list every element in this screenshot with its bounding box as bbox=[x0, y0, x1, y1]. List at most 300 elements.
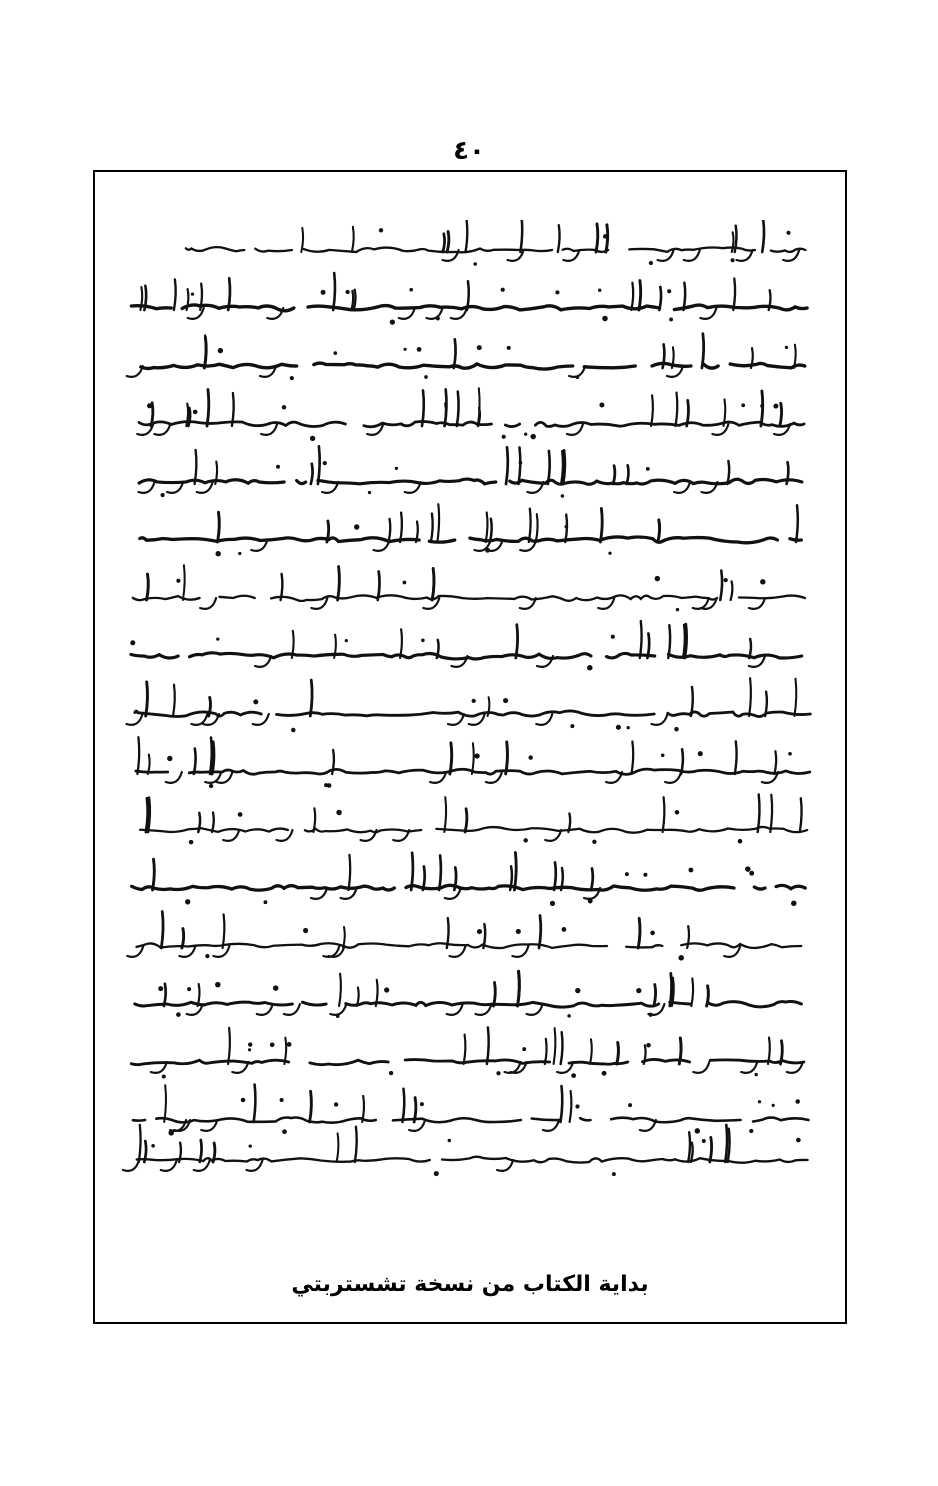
script-ascender bbox=[688, 1132, 690, 1162]
script-ascender bbox=[164, 1085, 166, 1122]
script-dot bbox=[760, 579, 765, 584]
script-ascender bbox=[638, 918, 640, 948]
script-dot bbox=[745, 866, 751, 872]
script-dot bbox=[555, 290, 559, 294]
script-dot bbox=[176, 579, 180, 583]
manuscript-frame bbox=[93, 170, 847, 1324]
script-dot bbox=[238, 812, 243, 817]
script-ascender bbox=[447, 918, 449, 948]
script-dot bbox=[473, 262, 477, 266]
script-dot bbox=[336, 810, 342, 816]
script-descender bbox=[123, 1160, 139, 1171]
script-dot bbox=[354, 524, 359, 529]
script-dot bbox=[760, 404, 763, 407]
script-ascender bbox=[514, 853, 516, 890]
script-ascender bbox=[731, 581, 733, 600]
script-dot bbox=[270, 1042, 275, 1047]
script-ascender bbox=[207, 390, 209, 426]
script-ascender bbox=[672, 347, 674, 368]
script-ascender bbox=[254, 1085, 256, 1123]
script-ascender bbox=[400, 513, 402, 542]
script-ascender bbox=[173, 685, 175, 716]
script-ascender bbox=[631, 283, 633, 310]
script-ascender bbox=[146, 682, 148, 716]
script-ascender bbox=[683, 283, 685, 310]
script-dot bbox=[749, 871, 754, 876]
script-ascender bbox=[182, 929, 184, 948]
script-dot bbox=[238, 552, 241, 555]
script-descender bbox=[741, 1062, 757, 1073]
script-descender bbox=[213, 946, 229, 957]
script-dot bbox=[731, 258, 735, 262]
script-dot bbox=[567, 1014, 571, 1018]
script-descender bbox=[684, 250, 700, 261]
script-dot bbox=[336, 1014, 340, 1018]
script-dot bbox=[424, 375, 428, 379]
script-ascender bbox=[558, 225, 560, 252]
manuscript-line bbox=[130, 621, 801, 670]
script-dot bbox=[333, 351, 337, 355]
script-dot bbox=[612, 1172, 616, 1176]
script-dot bbox=[191, 293, 194, 296]
script-ascender bbox=[795, 679, 797, 716]
script-ascender bbox=[437, 640, 439, 658]
script-descender bbox=[277, 830, 293, 841]
script-ascender bbox=[333, 273, 335, 310]
script-dot bbox=[602, 1071, 607, 1076]
script-dot bbox=[627, 726, 630, 729]
script-descender bbox=[191, 714, 207, 725]
script-dot bbox=[702, 1139, 706, 1143]
script-dot bbox=[608, 552, 611, 555]
script-ascender bbox=[447, 232, 449, 252]
script-dot bbox=[273, 985, 278, 990]
script-descender bbox=[512, 946, 528, 957]
script-ascender bbox=[174, 279, 176, 310]
script-ascender bbox=[338, 567, 340, 600]
script-dot bbox=[324, 783, 328, 787]
script-dot bbox=[598, 288, 601, 291]
script-ascender bbox=[506, 447, 508, 484]
script-ascender bbox=[687, 926, 689, 948]
script-dot bbox=[168, 1130, 174, 1136]
script-dot bbox=[650, 931, 655, 936]
script-ascender bbox=[691, 687, 693, 716]
script-ascender bbox=[422, 390, 424, 426]
script-ascender bbox=[568, 814, 570, 833]
script-descender bbox=[700, 308, 716, 319]
script-ascender bbox=[378, 572, 380, 601]
script-ascender bbox=[644, 1045, 646, 1064]
script-dot bbox=[616, 725, 621, 730]
script-ascender bbox=[724, 399, 726, 426]
script-dot bbox=[773, 404, 778, 409]
script-ascender bbox=[627, 465, 629, 484]
script-ascender bbox=[691, 978, 693, 1006]
script-dot bbox=[215, 982, 221, 988]
script-ascender bbox=[613, 466, 615, 484]
script-dot bbox=[561, 494, 564, 497]
script-dot bbox=[241, 1098, 246, 1103]
script-ascender bbox=[218, 512, 220, 542]
script-descender bbox=[505, 1062, 521, 1073]
script-dot bbox=[519, 461, 523, 465]
script-dot bbox=[167, 756, 172, 761]
script-ascender bbox=[702, 334, 704, 368]
script-ascender bbox=[343, 927, 345, 948]
script-ascender bbox=[389, 519, 391, 542]
script-dot bbox=[282, 1129, 287, 1134]
script-dot bbox=[669, 317, 673, 321]
script-dot bbox=[321, 290, 326, 295]
script-ascender bbox=[147, 574, 149, 600]
script-ascender bbox=[161, 912, 163, 949]
script-dot bbox=[788, 752, 792, 756]
script-ascender bbox=[640, 621, 642, 658]
script-dot bbox=[248, 1048, 251, 1051]
script-ascender bbox=[164, 984, 166, 1006]
script-ascender bbox=[765, 692, 767, 716]
script-stroke bbox=[186, 247, 806, 252]
script-stroke bbox=[133, 1118, 809, 1123]
script-stroke bbox=[135, 711, 811, 717]
script-dot bbox=[522, 1047, 526, 1051]
script-ascender bbox=[659, 287, 661, 310]
script-ascender bbox=[707, 986, 709, 1006]
script-ascender bbox=[137, 737, 139, 774]
script-dot bbox=[162, 1074, 166, 1078]
script-ascender bbox=[198, 984, 200, 1006]
script-ascender bbox=[554, 1028, 556, 1064]
script-ascender bbox=[311, 464, 313, 484]
script-ascender bbox=[281, 574, 283, 600]
manuscript-line bbox=[186, 220, 806, 266]
manuscript-image bbox=[121, 220, 821, 1230]
script-ascender bbox=[639, 281, 641, 310]
script-descender bbox=[409, 1120, 425, 1131]
script-ascender bbox=[510, 866, 512, 890]
script-ascender bbox=[213, 1143, 215, 1162]
script-dot bbox=[205, 954, 209, 958]
script-dot bbox=[646, 1043, 651, 1048]
script-ascender bbox=[758, 795, 760, 833]
script-dot bbox=[587, 665, 592, 670]
script-ascender bbox=[466, 220, 468, 252]
script-ascender bbox=[195, 450, 197, 484]
script-dot bbox=[161, 493, 165, 497]
script-stroke bbox=[137, 943, 802, 948]
script-dot bbox=[368, 491, 371, 494]
script-ascender bbox=[735, 741, 737, 774]
script-ascender bbox=[529, 509, 531, 542]
manuscript-line bbox=[140, 504, 802, 556]
script-dot bbox=[434, 1171, 439, 1176]
manuscript-line bbox=[139, 446, 802, 497]
script-stroke bbox=[137, 1157, 808, 1163]
script-ascender bbox=[683, 625, 685, 658]
script-ascender bbox=[467, 281, 469, 310]
script-dot bbox=[216, 637, 219, 640]
script-dot bbox=[575, 988, 580, 993]
script-dot bbox=[395, 467, 398, 470]
script-dot bbox=[474, 753, 479, 758]
script-dot bbox=[147, 403, 152, 408]
manuscript-line bbox=[132, 853, 806, 906]
script-ascender bbox=[443, 234, 445, 252]
script-ascender bbox=[780, 403, 782, 426]
script-ascender bbox=[668, 625, 670, 658]
script-ascender bbox=[725, 1125, 727, 1162]
script-dot bbox=[688, 868, 693, 873]
script-dot bbox=[570, 724, 574, 728]
script-ascender bbox=[139, 1125, 141, 1162]
script-ascender bbox=[337, 1133, 339, 1162]
script-dot bbox=[151, 1144, 155, 1148]
script-dot bbox=[253, 699, 258, 704]
script-ascender bbox=[561, 1032, 563, 1064]
script-dot bbox=[185, 899, 190, 904]
script-ascender bbox=[194, 749, 196, 775]
script-ascender bbox=[488, 697, 490, 716]
script-dot bbox=[675, 810, 680, 815]
script-ascender bbox=[411, 853, 413, 890]
script-descender bbox=[749, 598, 765, 609]
script-dot bbox=[698, 751, 703, 756]
script-dot bbox=[291, 728, 295, 732]
script-dot bbox=[785, 346, 788, 349]
script-ascender bbox=[348, 855, 350, 890]
script-dot bbox=[501, 288, 505, 292]
script-dot bbox=[575, 1104, 579, 1108]
script-ascender bbox=[617, 1043, 619, 1065]
script-dot bbox=[477, 345, 482, 350]
script-descender bbox=[543, 1120, 559, 1131]
script-ascender bbox=[215, 462, 217, 484]
script-ascender bbox=[310, 680, 312, 716]
script-descender bbox=[223, 830, 239, 841]
script-dot bbox=[334, 1102, 338, 1106]
script-dot bbox=[791, 901, 797, 907]
script-ascender bbox=[292, 631, 294, 658]
script-ascender bbox=[561, 868, 563, 890]
script-dot bbox=[209, 784, 213, 788]
script-stroke bbox=[133, 595, 805, 601]
script-ascender bbox=[761, 391, 763, 426]
script-dot bbox=[695, 1128, 701, 1134]
script-ascender bbox=[749, 639, 751, 658]
script-dot bbox=[276, 465, 280, 469]
script-ascender bbox=[187, 289, 189, 310]
script-ascender bbox=[140, 287, 142, 310]
script-stroke bbox=[131, 305, 807, 311]
script-ascender bbox=[403, 1089, 405, 1122]
script-ascender bbox=[520, 220, 522, 252]
script-ascender bbox=[561, 451, 563, 484]
script-dot bbox=[648, 1013, 652, 1017]
script-dot bbox=[290, 376, 294, 380]
script-ascender bbox=[146, 798, 148, 832]
script-dot bbox=[786, 231, 790, 235]
manuscript-line bbox=[127, 912, 801, 961]
script-ascender bbox=[457, 392, 459, 426]
manuscript-line bbox=[133, 565, 805, 611]
script-dot bbox=[796, 1138, 801, 1143]
script-ascender bbox=[735, 226, 737, 252]
manuscript-line bbox=[123, 1125, 808, 1176]
script-ascender bbox=[186, 404, 188, 426]
script-ascender bbox=[431, 514, 433, 542]
script-ascender bbox=[444, 797, 446, 832]
script-ascender bbox=[318, 446, 320, 484]
script-dot bbox=[749, 1129, 753, 1133]
script-dot bbox=[280, 1098, 284, 1102]
script-ascender bbox=[762, 220, 764, 252]
script-dot bbox=[345, 290, 349, 294]
manuscript-line bbox=[131, 273, 807, 325]
script-dot bbox=[420, 1102, 424, 1106]
manuscript-line bbox=[135, 971, 802, 1018]
script-ascender bbox=[663, 344, 665, 368]
script-ascender bbox=[334, 635, 336, 658]
script-dot bbox=[676, 608, 679, 611]
script-dot bbox=[421, 638, 425, 642]
script-ascender bbox=[487, 1028, 489, 1065]
script-descender bbox=[127, 946, 143, 957]
manuscript-line bbox=[127, 334, 805, 380]
script-ascender bbox=[769, 290, 771, 310]
script-dot bbox=[193, 410, 198, 415]
script-dot bbox=[215, 551, 220, 556]
script-dot bbox=[603, 234, 607, 238]
script-dot bbox=[625, 872, 629, 876]
script-dot bbox=[741, 403, 745, 407]
script-ascender bbox=[663, 797, 665, 832]
script-dot bbox=[611, 635, 615, 639]
script-ascender bbox=[472, 743, 474, 774]
script-stroke bbox=[141, 363, 805, 369]
script-ascender bbox=[681, 749, 683, 774]
script-descender bbox=[200, 598, 216, 609]
script-dot bbox=[218, 348, 223, 353]
script-ascender bbox=[200, 284, 202, 310]
script-ascender bbox=[800, 798, 802, 832]
script-dot bbox=[345, 639, 348, 642]
script-dot bbox=[303, 928, 308, 933]
script-dot bbox=[602, 316, 608, 322]
script-dot bbox=[189, 840, 194, 845]
script-ascender bbox=[439, 855, 441, 890]
script-dot bbox=[448, 1139, 451, 1142]
script-dot bbox=[646, 467, 650, 471]
script-ascender bbox=[376, 980, 378, 1006]
script-dot bbox=[754, 1073, 757, 1076]
script-ascender bbox=[494, 983, 496, 1007]
script-ascender bbox=[327, 521, 329, 542]
script-stroke bbox=[139, 421, 804, 426]
script-ascender bbox=[209, 697, 211, 716]
script-descender bbox=[445, 888, 461, 899]
script-ascender bbox=[423, 867, 425, 891]
script-dot bbox=[507, 346, 511, 350]
script-dot bbox=[436, 316, 440, 320]
script-dot bbox=[523, 838, 527, 842]
script-dot bbox=[477, 929, 482, 934]
script-ascender bbox=[796, 505, 798, 542]
script-ascender bbox=[590, 1039, 592, 1064]
manuscript-line bbox=[133, 1085, 809, 1136]
script-dot bbox=[390, 319, 395, 324]
script-ascender bbox=[223, 914, 225, 948]
script-descender bbox=[693, 1062, 709, 1073]
manuscript-line bbox=[137, 388, 804, 441]
script-dot bbox=[599, 403, 604, 408]
script-dot bbox=[655, 576, 660, 581]
manuscript-line bbox=[127, 678, 811, 732]
script-ascender bbox=[768, 1038, 770, 1064]
script-ascender bbox=[774, 751, 776, 774]
script-ascender bbox=[416, 522, 418, 543]
manuscript-line bbox=[140, 795, 807, 845]
script-dot bbox=[571, 1073, 576, 1078]
script-ascender bbox=[654, 985, 656, 1007]
script-ascender bbox=[357, 988, 359, 1007]
script-stroke bbox=[140, 537, 802, 543]
script-ascender bbox=[676, 393, 678, 426]
script-ascender bbox=[437, 504, 439, 542]
script-dot bbox=[404, 348, 407, 351]
script-dot bbox=[528, 755, 532, 759]
script-descender bbox=[161, 1160, 177, 1171]
script-dot bbox=[282, 405, 286, 409]
script-stroke bbox=[139, 479, 802, 484]
script-ascender bbox=[183, 565, 185, 600]
script-ascender bbox=[554, 863, 556, 891]
script-ascender bbox=[232, 393, 234, 426]
script-descender bbox=[448, 714, 464, 725]
script-ascender bbox=[651, 395, 653, 426]
script-dot bbox=[592, 840, 596, 844]
script-ascender bbox=[727, 461, 729, 484]
script-ascender bbox=[570, 1091, 572, 1122]
script-dot bbox=[472, 699, 476, 703]
script-ascender bbox=[548, 451, 550, 484]
script-ascender bbox=[545, 1039, 547, 1064]
script-ascender bbox=[153, 859, 155, 890]
script-ascender bbox=[749, 678, 751, 716]
script-ascender bbox=[313, 808, 315, 832]
script-dot bbox=[772, 1104, 775, 1107]
script-ascender bbox=[539, 916, 541, 949]
script-dot bbox=[502, 435, 506, 439]
script-ascender bbox=[631, 742, 633, 775]
script-ascender bbox=[486, 512, 488, 542]
script-dot bbox=[496, 1071, 500, 1075]
script-ascender bbox=[454, 339, 456, 368]
script-dot bbox=[643, 873, 647, 877]
script-dot bbox=[724, 578, 728, 582]
script-dot bbox=[187, 987, 191, 991]
script-ascender bbox=[732, 232, 734, 252]
script-dot bbox=[516, 929, 521, 934]
script-ascender bbox=[362, 1096, 364, 1122]
script-descender bbox=[652, 714, 668, 725]
script-dot bbox=[417, 347, 422, 352]
script-ascender bbox=[770, 795, 772, 832]
script-dot bbox=[409, 288, 413, 292]
script-ascender bbox=[148, 755, 150, 775]
script-descender bbox=[563, 250, 579, 261]
script-ascender bbox=[144, 286, 146, 310]
